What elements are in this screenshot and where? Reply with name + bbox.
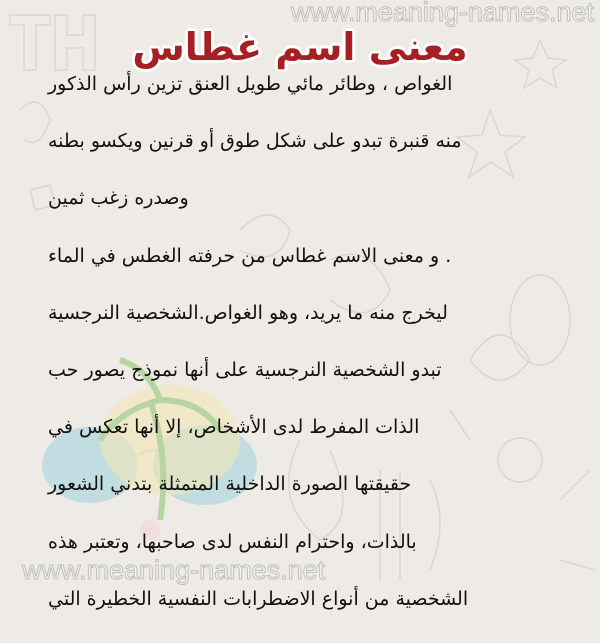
text-line: منه قنبرة تبدو على شكل طوق أو قرنين ويكسو بطنه — [48, 130, 462, 153]
text-line: الغواص ، وطائر مائي طويل العنق تزين رأس الذكور — [48, 73, 453, 95]
watermark-top: www.meaning-names.net — [290, 0, 594, 27]
meaning-text — [48, 71, 508, 643]
text-line: وصدره زغب ثمين — [48, 187, 189, 210]
text-line: . و معنى الاسم غطاس من حرفته الغطس في الماء — [48, 244, 452, 267]
text-line: حقيقتها الصورة الداخلية المتمثلة بتدني الشعور — [48, 473, 412, 496]
text-line: الذات المفرط لدى الأشخاص، إلا أنها تعكس في — [48, 416, 420, 439]
watermark-bottom: www.meaning-names.net — [22, 555, 326, 585]
text-line: بالذات، واحترام النفس لدى صاحبها، وتعتبر هذه — [48, 530, 417, 553]
text-line: ليخرج منه ما يريد، وهو الغواص.الشخصية النرجسية — [48, 301, 448, 324]
page-title: معنى اسم غطاس — [132, 25, 468, 69]
text-line: تبدو الشخصية النرجسية على أنها نموذج يصور حب — [48, 358, 442, 381]
text-line: الشخصية من أنواع الاضطرابات النفسية الخطيرة التي — [48, 587, 469, 610]
